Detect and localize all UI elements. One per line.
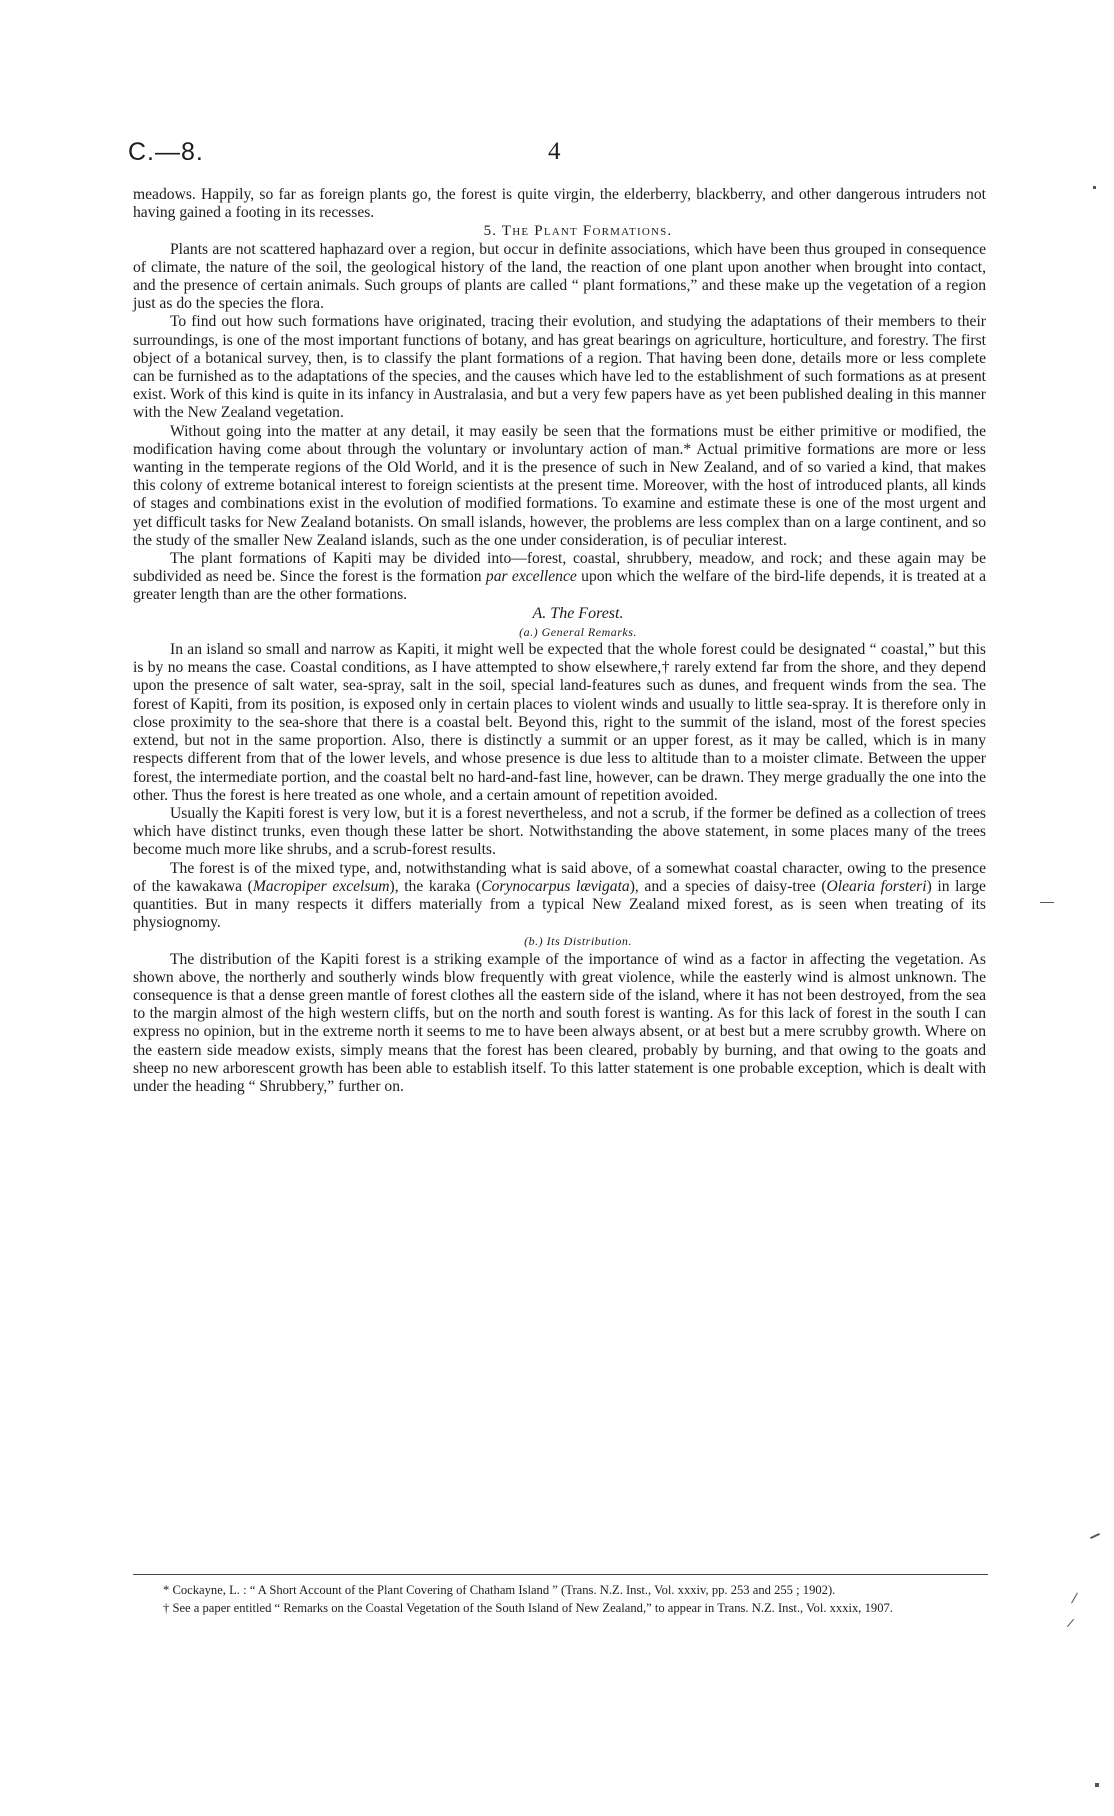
paragraph: Without going into the matter at any detail, it may easily be seen that the formations must be either primitive or modified, the modification having come about through the voluntary or involuntary action of man.* Actual primitive formations are more or less wanting in the temperate regions of the Old World, and it is the presence of such in New Zealand, and of so varied a kind, that makes this colony of extreme botanical interest to foreign scientists at the present time. Moreover, with the host of introduced plants, all kinds of stages and combinations exist in the evolution of modified formations. To examine and estimate these is one of the most urgent and yet difficult tasks for New Zealand botanists. On small islands, however, the problems are less complex than on a large continent, and so the study of the smaller New Zealand islands, such as the one under consideration, is of peculiar interest. bbox=[133, 422, 986, 549]
text-run: ), the karaka ( bbox=[389, 877, 482, 895]
body-text bbox=[133, 186, 986, 1096]
paragraph bbox=[133, 860, 986, 933]
footnote: † See a paper entitled “ Remarks on the Coastal Vegetation of the South Island of New Zealand,” to appear in Trans. N.Z. Inst., Vol. xxxix, 1907. bbox=[163, 1601, 893, 1615]
footnote-divider bbox=[133, 1574, 988, 1575]
italic-text: Macropiper excelsum bbox=[252, 877, 390, 895]
paragraph: Plants are not scattered haphazard over a region, but occur in definite associations, which have been thus grouped in consequence of climate, the nature of the soil, the geological history of the land, the reaction of one plant upon another when brought into contact, and the presence of certain animals. Such groups of plants are called “ plant formations,” and these make up the vegetation of a region just as do the species the flora. bbox=[133, 240, 986, 313]
footnotes bbox=[133, 1582, 986, 1618]
paragraph: The distribution of the Kapiti forest is a striking example of the importance of wind as a factor in affecting the vegetation. As shown above, the northerly and southerly winds blow frequently with great violence, while the easterly wind is almost unknown. The consequence is that a dense green mantle of forest clothes all the eastern side of the island, where it has not been destroyed, from the sea to the margin almost of the high western cliffs, but on the north and south forest is wanting. As for this lack of forest in the south I can express no opinion, but in the extreme north it seems to me to have been always absent, or at best but a mere scrubby growth. Where on the eastern side meadow exists, simply means that the forest has been cleared, probably by burning, and that owing to the goats and sheep no new arborescent growth has been able to establish itself. To this latter statement is one probable exception, which is dealt with under the heading “ Shrubbery,” further on. bbox=[133, 950, 986, 1095]
scan-mark bbox=[1040, 902, 1054, 903]
italic-text: par excellence bbox=[485, 568, 577, 586]
page-header bbox=[128, 138, 988, 178]
text-run: ) in large quantities. But in many respects it differs materially from a typical New Zealand mixed forest, as is seen when treating of its physiognomy. bbox=[133, 877, 986, 932]
scan-mark bbox=[1095, 1783, 1099, 1787]
page-number: 4 bbox=[548, 138, 561, 165]
scan-mark bbox=[1067, 1619, 1074, 1627]
italic-text: Olearia forsteri bbox=[826, 877, 927, 895]
paragraph-continuation: meadows. Happily, so far as foreign plants go, the forest is quite virgin, the elderberry, blackberry, and other dangerous intruders not having gained a footing in its recesses. bbox=[133, 186, 986, 222]
paragraph: In an island so small and narrow as Kapiti, it might well be expected that the whole forest could be designated “ coastal,” but this is by no means the case. Coastal conditions, as I have attempted to show elsewhere,† rarely extend far from the shore, and they depend upon the presence of salt water, sea-spray, salt in the soil, special land-features such as dunes, and frequent winds from the sea. The forest of Kapiti, from its position, is exposed only in certain places to violent winds and usually to little sea-spray. It is therefore only in close proximity to the sea-shore that there is a coastal belt. Beyond this, right to the summit of the island, most of the forest species extend, but not in the same proportion. Also, there is distinctly a summit or an upper forest, as it may be called, which is in many respects different from that of the lower levels, and whose presence is due less to altitude than to a moister climate. Between the upper forest, the intermediate portion, and the coastal belt no hard-and-fast line, however, can be drawn. They merge gradually the one into the other. Thus the forest is here treated as one whole, and a certain amount of repetition avoided. bbox=[133, 641, 986, 804]
subsubsection-heading-general-remarks: (a.) General Remarks. bbox=[519, 624, 637, 639]
text-run: The forest is of the mixed type, and, notwithstanding what is said above, of a somewhat coastal character, owing to the presence of the kawakawa ( bbox=[133, 859, 986, 895]
document-code: C.—8. bbox=[128, 138, 204, 166]
subsection-heading-forest: A. The Forest. bbox=[532, 604, 624, 622]
text-run: The plant formations of Kapiti may be divided into—forest, coastal, shrubbery, meadow, and rock; and these again may be subdivided as need be. Since the forest is the formation bbox=[133, 550, 986, 586]
footnote: * Cockayne, L. : “ A Short Account of the Plant Covering of Chatham Island ” (Trans. N.Z. Inst., Vol. xxxiv, pp. 253 and 255 ; 1902). bbox=[163, 1583, 836, 1597]
scan-mark bbox=[1071, 1593, 1078, 1604]
italic-text: Corynocarpus lævigata bbox=[481, 877, 630, 895]
subsubsection-heading-distribution: (b.) Its Distribution. bbox=[524, 934, 632, 949]
scan-mark bbox=[1093, 186, 1096, 189]
text-run: upon which the welfare of the bird-life depends, it is treated at a greater length than are the other formations. bbox=[133, 568, 986, 604]
text-run: ), and a species of daisy-tree ( bbox=[629, 877, 827, 895]
paragraph: Usually the Kapiti forest is very low, but it is a forest nevertheless, and not a scrub, if the former be defined as a collection of trees which have distinct trunks, even though these latter be short. Notwithstanding the above statement, in some places many of the trees become much more like shrubs, and a scrub-forest results. bbox=[133, 804, 986, 859]
paragraph bbox=[133, 550, 986, 605]
section-heading-plant-formations: 5. The Plant Formations. bbox=[483, 223, 673, 240]
scan-mark bbox=[1090, 1533, 1100, 1539]
paragraph: To find out how such formations have originated, tracing their evolution, and studying the adaptations of their members to their surroundings, is one of the most important functions of botany, and has great bearings on agriculture, horticulture, and forestry. The first object of a botanical survey, then, is to classify the plant formations of a region. That having been done, details more or less complete can be furnished as to the adaptations of the species, and the causes which have led to the establishment of such formations as at present exist. Work of this kind is quite in its infancy in Australasia, and but a very few papers have as yet been published dealing in this manner with the New Zealand vegetation. bbox=[133, 313, 986, 422]
